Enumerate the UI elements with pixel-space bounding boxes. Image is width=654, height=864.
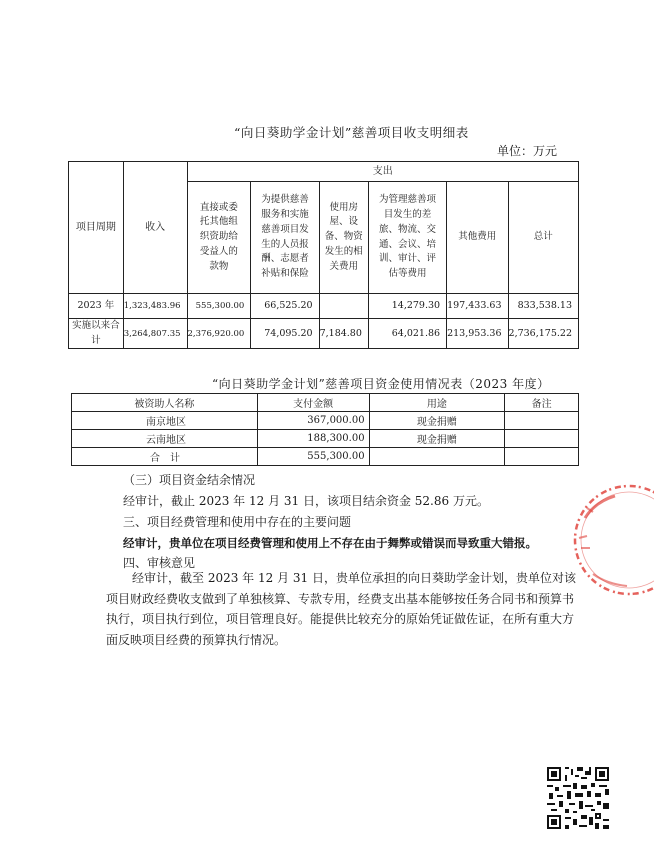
section-opinion-text: 经审计，截至 2023 年 12 月 31 日，贵单位承担的向日葵助学金计划，贵单位对该项目财政经费收支做到了单独核算、专款专用，经费支出基本能够按任务合同书和预算书执行，项目执行到位，项目管理良好。能提供比较充分的原始凭证做佐证，在所有重大方面反映项目经费的预算执行情况。	[106, 571, 576, 647]
row-donee: 云南地区	[72, 430, 258, 448]
table-row	[72, 412, 579, 430]
section-balance-text: 经审计，截止 2023 年 12 月 31 日，该项目结余资金 52.86 万元。	[123, 494, 489, 508]
row-service: 66,525.20	[251, 294, 319, 319]
row-purpose: 现金捐赠	[369, 430, 505, 448]
row-purpose: 现金捐赠	[369, 412, 505, 430]
total-amount: 555,300.00	[257, 448, 369, 466]
header-income: 收入	[123, 162, 187, 294]
row-total: 833,538.13	[508, 294, 579, 319]
header-direct: 直接或委托其他组织资助给受益人的款物	[187, 182, 251, 294]
row-amount: 367,000.00	[257, 412, 369, 430]
fund-usage-table	[71, 393, 579, 466]
row-income: 3,264,807.35	[123, 319, 187, 349]
row-other: 197,433.63	[447, 294, 508, 319]
total-row	[72, 448, 579, 466]
qr-code-icon	[545, 765, 611, 831]
table1-title: “向日葵助学金计划”慈善项目收支明细表	[234, 125, 469, 140]
table-row	[69, 319, 579, 349]
row-remark	[505, 412, 579, 430]
section-issue-heading: 三、项目经费管理和使用中存在的主要问题	[123, 515, 352, 529]
official-seal-icon	[565, 478, 654, 608]
row-mgmt: 64,021.86	[368, 319, 446, 349]
row-other: 213,953.36	[447, 319, 508, 349]
row-housing	[319, 294, 368, 319]
header-remark: 备注	[505, 394, 579, 412]
header-housing: 使用房屋、设备、物资发生的相关费用	[319, 182, 368, 294]
row-total: 2,736,175.22	[508, 319, 579, 349]
row-remark	[505, 430, 579, 448]
header-donee: 被资助人名称	[72, 394, 258, 412]
table-row	[72, 430, 579, 448]
section-issue-text: 经审计，贵单位在项目经费管理和使用上不存在由于舞弊或错误而导致重大错报。	[123, 536, 537, 550]
table2-title: “向日葵助学金计划”慈善项目资金使用情况表（2023 年度）	[212, 377, 550, 391]
row-income: 1,323,483.96	[123, 294, 187, 319]
header-total: 总计	[508, 182, 579, 294]
row-donee: 南京地区	[72, 412, 258, 430]
row-period: 实施以来合计	[69, 319, 124, 349]
row-mgmt: 14,279.30	[368, 294, 446, 319]
row-direct: 555,300.00	[187, 294, 251, 319]
row-period: 2023 年	[69, 294, 124, 319]
header-service: 为提供慈善服务和实施慈善项目发生的人员报酬、志愿者补贴和保险	[251, 182, 319, 294]
table-row	[69, 294, 579, 319]
total-label: 合 计	[72, 448, 258, 466]
row-housing: 7,184.80	[319, 319, 368, 349]
section-opinion-heading: 四、审核意见	[123, 556, 196, 570]
row-amount: 188,300.00	[257, 430, 369, 448]
header-period: 项目周期	[69, 162, 124, 294]
header-other: 其他费用	[447, 182, 508, 294]
table1-unit: 单位：万元	[497, 144, 558, 158]
header-amount: 支付金额	[257, 394, 369, 412]
row-direct: 2,376,920.00	[187, 319, 251, 349]
row-service: 74,095.20	[251, 319, 319, 349]
header-mgmt: 为管理慈善项目发生的差旅、物流、交通、会议、培训、审计、评估等费用	[368, 182, 446, 294]
section-balance-heading: （三）项目资金结余情况	[123, 473, 256, 487]
header-purpose: 用途	[369, 394, 505, 412]
income-expenditure-table	[68, 161, 579, 349]
header-expenditure: 支出	[187, 162, 578, 182]
